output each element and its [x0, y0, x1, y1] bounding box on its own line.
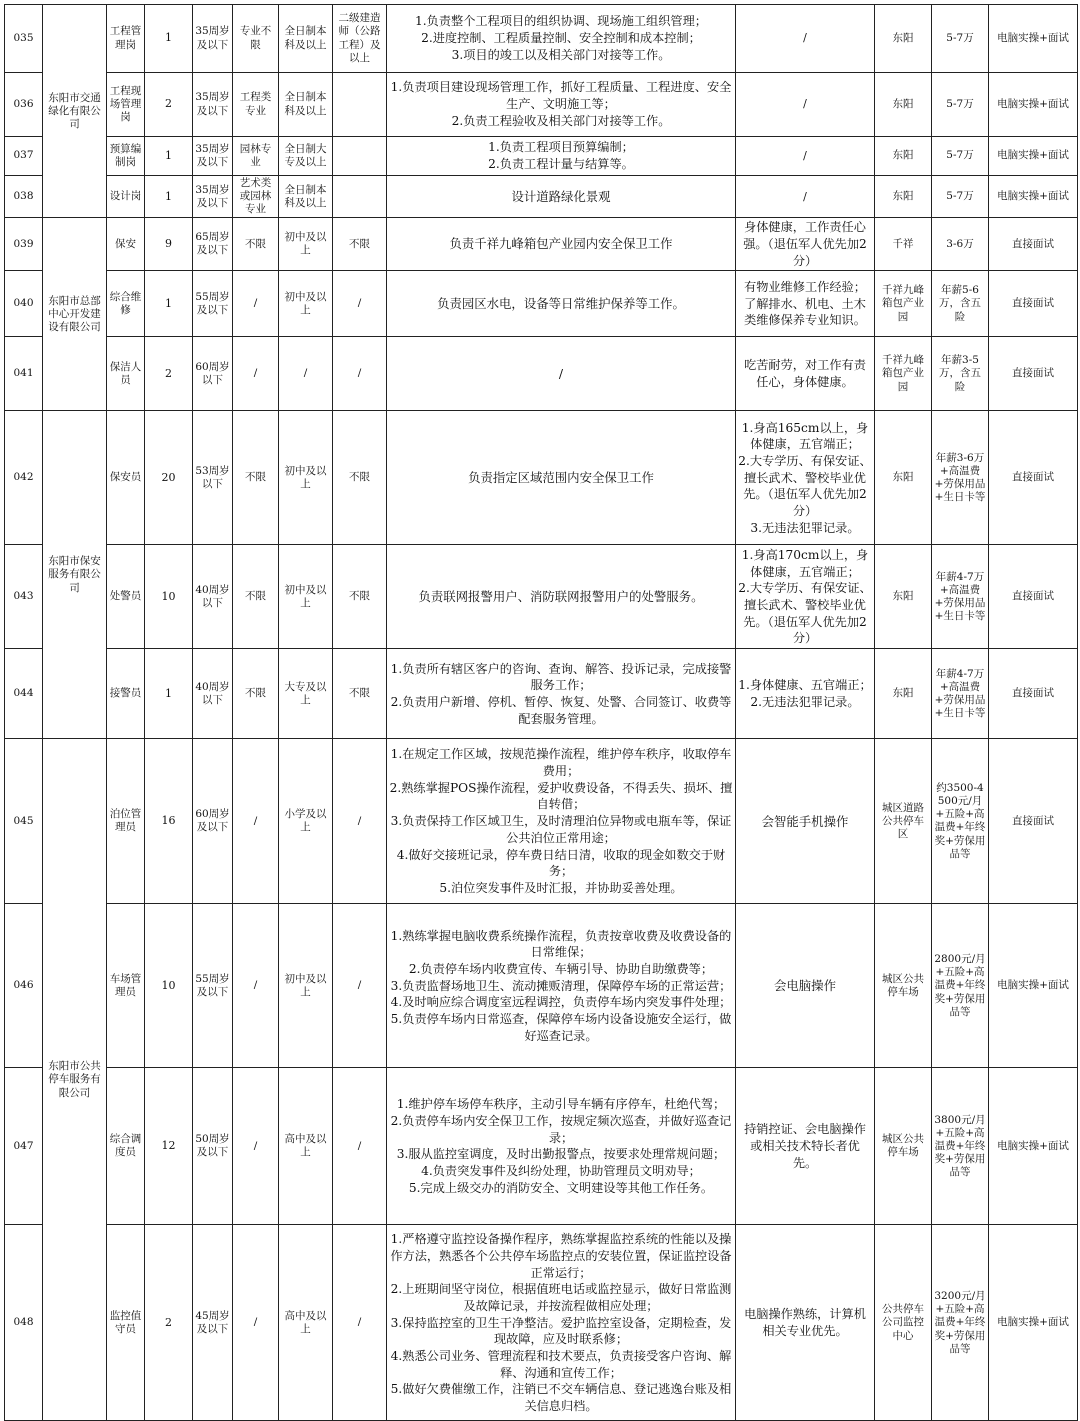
duty-line: 5.泊位突发事件及时汇报，并协助妥善处理。 — [439, 880, 683, 895]
post-name: 泊位管理员 — [107, 739, 145, 904]
job-requirements — [736, 411, 875, 545]
post-name: 处警员 — [107, 545, 145, 649]
other-requirement: 不限 — [333, 411, 387, 545]
job-duties — [387, 649, 736, 739]
salary: 2800元/月+五险+高温费+年终奖+劳保用品等 — [932, 904, 989, 1068]
salary: 5-7万 — [932, 137, 989, 176]
job-duties — [387, 739, 736, 904]
major-requirement: / — [233, 1225, 279, 1421]
job-requirements — [736, 649, 875, 739]
headcount: 20 — [145, 411, 193, 545]
row-number: 047 — [5, 1068, 43, 1225]
other-requirement: / — [333, 904, 387, 1068]
duty-line: 1.负责所有辖区客户的咨询、查询、解答、投诉记录，完成接警服务工作； — [390, 661, 732, 693]
row-number: 044 — [5, 649, 43, 739]
education-requirement: / — [279, 337, 333, 411]
recruitment-table — [4, 4, 1078, 1421]
age-requirement: 40周岁以下 — [193, 649, 233, 739]
job-requirements: / — [736, 73, 875, 137]
work-location: 东阳 — [875, 411, 932, 545]
selection-method: 直接面试 — [989, 218, 1078, 271]
duty-line: 4.负责突发事件及纠纷处理，协助管理员文明劝导； — [421, 1164, 701, 1179]
table-row — [5, 411, 1078, 545]
post-name: 综合调度员 — [107, 1068, 145, 1225]
row-number: 039 — [5, 218, 43, 271]
headcount: 10 — [145, 904, 193, 1068]
work-location: 东阳 — [875, 545, 932, 649]
post-name: 保安 — [107, 218, 145, 271]
other-requirement: 不限 — [333, 649, 387, 739]
other-requirement — [333, 137, 387, 176]
job-requirements: 会智能手机操作 — [736, 739, 875, 904]
education-requirement: 初中及以上 — [279, 411, 333, 545]
major-requirement: / — [233, 337, 279, 411]
duty-line: 3.保持监控室的卫生干净整洁。爱护监控室设备，定期检查，发现故障，应及时联系修； — [390, 1315, 732, 1347]
other-requirement — [333, 73, 387, 137]
row-number: 048 — [5, 1225, 43, 1421]
selection-method: 电脑实操+面试 — [989, 176, 1078, 218]
age-requirement: 55周岁及以下 — [193, 904, 233, 1068]
duty-line: 1.负责整个工程项目的组织协调、现场施工组织管理； — [415, 14, 707, 29]
age-requirement: 53周岁以下 — [193, 411, 233, 545]
post-name: 预算编制岗 — [107, 137, 145, 176]
job-duties — [387, 904, 736, 1068]
job-requirements: / — [736, 137, 875, 176]
other-requirement: 不限 — [333, 218, 387, 271]
table-row — [5, 5, 1078, 73]
table-row — [5, 649, 1078, 739]
selection-method: 电脑实操+面试 — [989, 1068, 1078, 1225]
age-requirement: 65周岁及以下 — [193, 218, 233, 271]
post-name: 工程管理岗 — [107, 5, 145, 73]
table-row — [5, 337, 1078, 411]
salary: 3-6万 — [932, 218, 989, 271]
job-requirements: 吃苦耐劳，对工作有责任心，身体健康。 — [736, 337, 875, 411]
headcount: 2 — [145, 1225, 193, 1421]
job-duties — [387, 5, 736, 73]
age-requirement: 35周岁及以下 — [193, 176, 233, 218]
headcount: 1 — [145, 176, 193, 218]
row-number: 035 — [5, 5, 43, 73]
salary: 5-7万 — [932, 5, 989, 73]
duty-line: 1.熟练掌握电脑收费系统操作流程，负责按章收费及收费设备的日常维保； — [390, 928, 732, 960]
post-name: 设计岗 — [107, 176, 145, 218]
table-row — [5, 176, 1078, 218]
company-name: 东阳市交通绿化有限公司 — [43, 5, 107, 218]
duty-line: 2.负责用户新增、停机、暂停、恢复、处警、合同签订、收费等配套服务管理。 — [390, 694, 732, 726]
major-requirement: 不限 — [233, 218, 279, 271]
education-requirement: 初中及以上 — [279, 904, 333, 1068]
work-location: 东阳 — [875, 137, 932, 176]
duty-line: 1.维护停车场停车秩序，主动引导车辆有序停车，杜绝代驾； — [396, 1097, 726, 1112]
age-requirement: 45周岁及以下 — [193, 1225, 233, 1421]
row-number: 036 — [5, 73, 43, 137]
work-location: 东阳 — [875, 649, 932, 739]
requirement-line: 3.无违法犯罪记录。 — [750, 520, 860, 535]
major-requirement: / — [233, 904, 279, 1068]
table-row — [5, 271, 1078, 337]
age-requirement: 55周岁及以下 — [193, 271, 233, 337]
education-requirement: 初中及以上 — [279, 545, 333, 649]
salary: 年薪3-5万，含五险 — [932, 337, 989, 411]
salary: 3800元/月+五险+高温费+年终奖+劳保用品等 — [932, 1068, 989, 1225]
requirement-line: 2.大专学历、有保安证、擅长武术、警校毕业优先。（退伍军人优先加2分） — [738, 453, 872, 519]
row-number: 042 — [5, 411, 43, 545]
work-location: 东阳 — [875, 176, 932, 218]
major-requirement: 不限 — [233, 649, 279, 739]
selection-method: 电脑实操+面试 — [989, 5, 1078, 73]
table-row — [5, 73, 1078, 137]
major-requirement: 园林专业 — [233, 137, 279, 176]
education-requirement: 大专及以上 — [279, 649, 333, 739]
duty-line: 2.负责工程计量与结算等。 — [488, 157, 634, 171]
table-row — [5, 137, 1078, 176]
selection-method: 直接面试 — [989, 411, 1078, 545]
selection-method: 直接面试 — [989, 271, 1078, 337]
requirement-line: 1.身高170cm以上，身体健康，五官端正； — [741, 547, 869, 579]
table-row — [5, 904, 1078, 1068]
headcount: 2 — [145, 73, 193, 137]
job-requirements: / — [736, 5, 875, 73]
post-name: 接警员 — [107, 649, 145, 739]
duty-line: 5.负责停车场内日常巡查，保障停车场内设备设施安全运行，做好巡查记录。 — [390, 1012, 732, 1043]
selection-method: 电脑实操+面试 — [989, 1225, 1078, 1421]
headcount: 16 — [145, 739, 193, 904]
education-requirement: 初中及以上 — [279, 218, 333, 271]
headcount: 12 — [145, 1068, 193, 1225]
job-duties — [387, 137, 736, 176]
job-duties: 负责联网报警用户、消防联网报警用户的处警服务。 — [387, 545, 736, 649]
education-requirement: 全日制大专及以上 — [279, 137, 333, 176]
table-row — [5, 1068, 1078, 1225]
major-requirement: 不限 — [233, 545, 279, 649]
post-name: 监控值守员 — [107, 1225, 145, 1421]
work-location: 公共停车公司监控中心 — [875, 1225, 932, 1421]
major-requirement: / — [233, 739, 279, 904]
table-row — [5, 545, 1078, 649]
row-number: 041 — [5, 337, 43, 411]
requirement-line: 2.无违法犯罪记录。 — [750, 694, 860, 709]
selection-method: 直接面试 — [989, 739, 1078, 904]
headcount: 1 — [145, 5, 193, 73]
age-requirement: 60周岁及以下 — [193, 739, 233, 904]
duty-line: 3.项目的竣工以及相关部门对接等工作。 — [451, 47, 671, 62]
age-requirement: 35周岁及以下 — [193, 137, 233, 176]
job-requirements: / — [736, 176, 875, 218]
other-requirement: / — [333, 1068, 387, 1225]
major-requirement: 艺术类或园林专业 — [233, 176, 279, 218]
work-location: 千祥九峰箱包产业园 — [875, 271, 932, 337]
selection-method: 直接面试 — [989, 545, 1078, 649]
other-requirement: 二级建造师（公路工程）及以上 — [333, 5, 387, 73]
education-requirement: 小学及以上 — [279, 739, 333, 904]
duty-line: 1.严格遵守监控设备操作程序，熟练掌握监控系统的性能以及操作方法，熟悉各个公共停车场监控点的安装位置，保证监控设备正常运行； — [390, 1232, 732, 1280]
table-row — [5, 1225, 1078, 1421]
job-requirements: 有物业维修工作经验；了解排水、机电、土木类维修保养专业知识。 — [736, 271, 875, 337]
post-name: 综合维修 — [107, 271, 145, 337]
duty-line: 4.做好交接班记录，停车费日结日清，收取的现金如数交于财务； — [396, 847, 726, 879]
headcount: 9 — [145, 218, 193, 271]
age-requirement: 35周岁及以下 — [193, 5, 233, 73]
requirement-line: 1.身体健康、五官端正； — [738, 678, 872, 693]
company-name: 东阳市总部中心开发建设有限公司 — [43, 218, 107, 411]
salary: 年薪5-6万，含五险 — [932, 271, 989, 337]
row-number: 040 — [5, 271, 43, 337]
job-requirements — [736, 545, 875, 649]
job-duties: 设计道路绿化景观 — [387, 176, 736, 218]
education-requirement: 高中及以上 — [279, 1068, 333, 1225]
job-requirements: 身体健康，工作责任心强。（退伍军人优先加2分） — [736, 218, 875, 271]
duty-line: 3.负责监督场地卫生、流动摊贩清理，保障停车场的正常运营； — [390, 978, 732, 993]
duty-line: 5.完成上级交办的消防安全、文明建设等其他工作任务。 — [408, 1180, 714, 1195]
row-number: 043 — [5, 545, 43, 649]
headcount: 10 — [145, 545, 193, 649]
post-name: 保安员 — [107, 411, 145, 545]
row-number: 037 — [5, 137, 43, 176]
duty-line: 2.负责停车场内安全保卫工作，按规定频次巡查，并做好巡查记录； — [390, 1114, 732, 1145]
education-requirement: 全日制本科及以上 — [279, 176, 333, 218]
table-row — [5, 739, 1078, 904]
other-requirement: / — [333, 271, 387, 337]
salary: 5-7万 — [932, 73, 989, 137]
duty-line: 3.负责保持工作区域卫生，及时清理泊位异物或电瓶车等，保证公共泊位正常用途； — [390, 814, 732, 845]
row-number: 046 — [5, 904, 43, 1068]
duty-line: 3.服从监控室调度，及时出勤报警点，按要求处理常规问题； — [396, 1147, 726, 1162]
company-name: 东阳市保安服务有限公司 — [43, 411, 107, 739]
education-requirement: 初中及以上 — [279, 271, 333, 337]
job-requirements: 电脑操作熟练，计算机相关专业优先。 — [736, 1225, 875, 1421]
table-row — [5, 218, 1078, 271]
selection-method: 电脑实操+面试 — [989, 137, 1078, 176]
job-requirements: 会电脑操作 — [736, 904, 875, 1068]
work-location: 东阳 — [875, 73, 932, 137]
salary: 约3500-4500元/月+五险+高温费+年终奖+劳保用品等 — [932, 739, 989, 904]
job-duties: 负责园区水电，设备等日常维护保养等工作。 — [387, 271, 736, 337]
duty-line: 2.上班期间坚守岗位，根据值班电话或监控显示，做好日常监测及故障记录，并按流程做相应处理； — [390, 1282, 732, 1313]
other-requirement: / — [333, 739, 387, 904]
duty-line: 2.进度控制、工程质量控制、安全控制和成本控制； — [421, 31, 701, 46]
other-requirement: / — [333, 337, 387, 411]
salary: 3200元/月+五险+高温费+年终奖+劳保用品等 — [932, 1225, 989, 1421]
requirement-line: 1.身高165cm以上，身体健康，五官端正； — [741, 420, 869, 452]
major-requirement: 专业不限 — [233, 5, 279, 73]
row-number: 045 — [5, 739, 43, 904]
post-name: 工程现场管理岗 — [107, 73, 145, 137]
job-duties — [387, 73, 736, 137]
duty-line: 4.熟悉公司业务、管理流程和技术要点，负责接受客户咨询、解释、沟通和宣传工作； — [390, 1349, 732, 1380]
duty-line: 5.做好欠费催缴工作，注销已不交车辆信息、登记逃逸台账及相关信息归档。 — [390, 1382, 732, 1414]
duty-line: 1.负责工程项目预算编制； — [488, 140, 634, 155]
other-requirement — [333, 176, 387, 218]
salary: 年薪4-7万+高温费+劳保用品+生日卡等 — [932, 649, 989, 739]
duty-line: 4.及时响应综合调度室远程调控，负责停车场内突发事件处理； — [390, 995, 732, 1010]
other-requirement: / — [333, 1225, 387, 1421]
job-requirements: 持销控证、会电脑操作或相关技术特长者优先。 — [736, 1068, 875, 1225]
duty-line: 1.在规定工作区域，按规范操作流程，维护停车秩序，收取停车费用； — [390, 747, 732, 779]
age-requirement: 35周岁及以下 — [193, 73, 233, 137]
selection-method: 电脑实操+面试 — [989, 904, 1078, 1068]
duty-line: 2.负责停车场内收费宣传、车辆引导、协助自助缴费等； — [408, 961, 714, 976]
post-name: 保洁人员 — [107, 337, 145, 411]
duty-line: 1.负责项目建设现场管理工作，抓好工程质量、工程进度、安全生产、文明施工等； — [390, 80, 732, 112]
work-location: 城区公共停车场 — [875, 904, 932, 1068]
job-duties — [387, 1068, 736, 1225]
salary: 年薪4-7万+高温费+劳保用品+生日卡等 — [932, 545, 989, 649]
education-requirement: 全日制本科及以上 — [279, 5, 333, 73]
headcount: 1 — [145, 137, 193, 176]
salary: 年薪3-6万+高温费+劳保用品+生日卡等 — [932, 411, 989, 545]
job-duties: 负责千祥九峰箱包产业园内安全保卫工作 — [387, 218, 736, 271]
duty-line: 2.熟练掌握POS操作流程，爱护收费设备，不得丢失、损坏、擅自转借； — [389, 780, 733, 812]
work-location: 千祥九峰箱包产业园 — [875, 337, 932, 411]
age-requirement: 40周岁以下 — [193, 545, 233, 649]
age-requirement: 50周岁及以下 — [193, 1068, 233, 1225]
major-requirement: / — [233, 1068, 279, 1225]
headcount: 1 — [145, 649, 193, 739]
major-requirement: 不限 — [233, 411, 279, 545]
headcount: 1 — [145, 271, 193, 337]
selection-method: 直接面试 — [989, 337, 1078, 411]
selection-method: 直接面试 — [989, 649, 1078, 739]
job-duties — [387, 1225, 736, 1421]
post-name: 车场管理员 — [107, 904, 145, 1068]
education-requirement: 全日制本科及以上 — [279, 73, 333, 137]
salary: 5-7万 — [932, 176, 989, 218]
job-duties: 负责指定区域范围内安全保卫工作 — [387, 411, 736, 545]
company-name: 东阳市公共停车服务有限公司 — [43, 739, 107, 1421]
headcount: 2 — [145, 337, 193, 411]
major-requirement: / — [233, 271, 279, 337]
work-location: 千祥 — [875, 218, 932, 271]
education-requirement: 高中及以上 — [279, 1225, 333, 1421]
selection-method: 电脑实操+面试 — [989, 73, 1078, 137]
other-requirement: 不限 — [333, 545, 387, 649]
work-location: 城区公共停车场 — [875, 1068, 932, 1225]
major-requirement: 工程类专业 — [233, 73, 279, 137]
age-requirement: 60周岁以下 — [193, 337, 233, 411]
work-location: 城区道路公共停车区 — [875, 739, 932, 904]
requirement-line: 2.大专学历、有保安证、擅长武术、警校毕业优先。（退伍军人优先加2分） — [738, 581, 872, 646]
work-location: 东阳 — [875, 5, 932, 73]
job-duties: / — [387, 337, 736, 411]
duty-line: 2.负责工程验收及相关部门对接等工作。 — [451, 113, 671, 128]
row-number: 038 — [5, 176, 43, 218]
